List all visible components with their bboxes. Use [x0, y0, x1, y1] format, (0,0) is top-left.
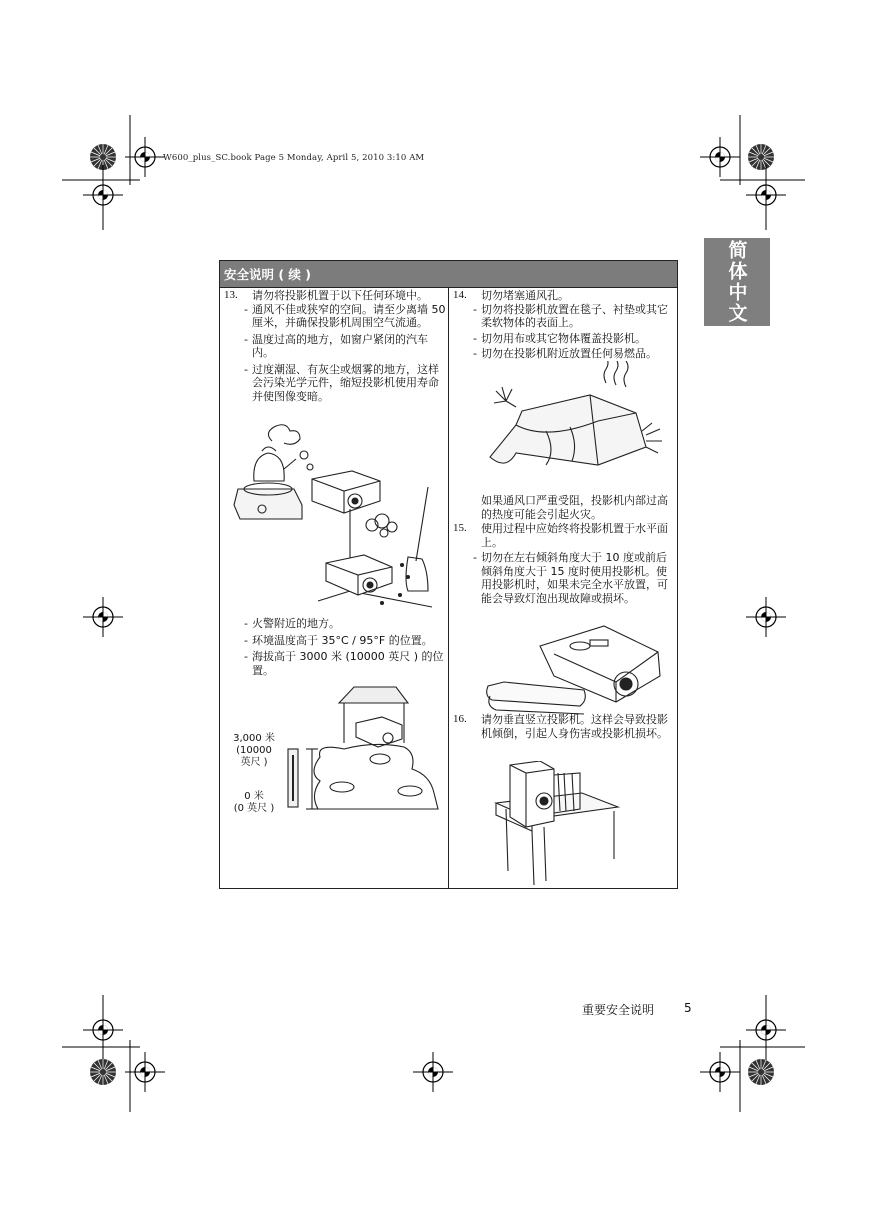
- list-item-text: 切勿将投影机放置在毯子、衬垫或其它柔软物体的表面上。: [481, 302, 668, 329]
- language-tab: [704, 238, 770, 326]
- item-14-note: [451, 494, 675, 521]
- item-14: [451, 289, 675, 303]
- list-item-text: 环境温度高于 35°C / 95°F 的位置。: [252, 633, 433, 647]
- item-text: 请勿垂直竖立投影机。这样会导致投影机倾倒，引起人身伤害或投影机损坏。: [481, 713, 668, 740]
- list-item-text: 海拔高于 3000 米 (10000 英尺 ) 的位置。: [252, 650, 444, 677]
- right-column-lower: [451, 713, 675, 740]
- caption-line: 英尺 ): [240, 757, 268, 768]
- item-16: [451, 713, 675, 740]
- safety-table: [219, 260, 678, 889]
- altitude-illustration: [284, 683, 444, 818]
- list-item-text: 通风不佳或狭窄的空间。请至少离墙 50 厘米，并确保投影机周围空气流通。: [252, 302, 446, 329]
- item-text: 使用过程中应始终将投影机置于水平面上。: [481, 522, 668, 549]
- heat-smoke-illustration: [232, 421, 437, 611]
- right-column: [451, 289, 675, 361]
- upright-projector-illustration: [492, 761, 622, 886]
- list-item: - 切勿将投影机放置在毯子、衬垫或其它柔软物体的表面上。: [473, 302, 668, 329]
- item-number: 16.: [453, 713, 467, 725]
- caption-line: 3,000 米: [233, 733, 275, 744]
- list-item: - 切勿在左右倾斜角度大于 10 度或前后倾斜角度大于 15 度时使用投影机。使用投影机时，如果未完全水平放置，可能会导致灯泡出现故障或损坏。: [473, 551, 668, 605]
- altitude-bottom-label: [226, 791, 282, 815]
- table-title: 安全说明 ( 续 ): [220, 261, 677, 288]
- covered-projector-illustration: [486, 361, 676, 486]
- page-number: 5: [684, 1001, 692, 1015]
- list-item: - 火警附近的地方。: [244, 617, 340, 630]
- list-item: - 通风不佳或狭窄的空间。请至少离墙 50 厘米，并确保投影机周围空气流通。: [244, 302, 446, 329]
- list-item-text: 切勿在投影机附近放置任何易燃品。: [481, 347, 657, 360]
- altitude-top-label: [226, 733, 282, 769]
- item-text: 切勿堵塞通风孔。: [481, 289, 569, 302]
- note-text: 如果通风口严重受阻，投影机内部过高的热度可能会引起火灾。: [481, 494, 668, 521]
- language-tab-label: 简体中文: [725, 240, 748, 324]
- list-item-text: 火警附近的地方。: [252, 617, 340, 630]
- item-15: [451, 522, 675, 549]
- tilted-projector-illustration: [484, 616, 674, 716]
- item-number: 15.: [453, 522, 467, 534]
- list-item: - 温度过高的地方，如窗户紧闭的汽车内。: [244, 332, 428, 359]
- caption-line: 0 米: [244, 791, 264, 802]
- item-number: 13.: [224, 289, 238, 301]
- list-item: - 切勿用布或其它物体覆盖投影机。: [473, 331, 646, 345]
- list-item: - 环境温度高于 35°C / 95°F 的位置。: [244, 633, 433, 647]
- footer-section-title: 重要安全说明: [582, 1003, 655, 1017]
- item-13: [222, 289, 446, 303]
- caption-line: (0 英尺 ): [233, 803, 275, 814]
- column-divider: [448, 287, 449, 888]
- caption-line: (10000: [236, 745, 272, 756]
- list-item-text: 切勿在左右倾斜角度大于 10 度或前后倾斜角度大于 15 度时使用投影机。使用投影机时，如果未完全水平放置，可能会导致灯泡出现故障或损坏。: [481, 551, 668, 605]
- left-column: [222, 289, 446, 403]
- list-item: - 切勿在投影机附近放置任何易燃品。: [473, 347, 657, 360]
- item-number: 14.: [453, 289, 467, 301]
- print-header: W600_plus_SC.book Page 5 Monday, April 5, 2010 3:10 AM: [163, 153, 425, 163]
- item-text: 请勿将投影机置于以下任何环境中。: [252, 289, 428, 302]
- list-item: - 海拔高于 3000 米 (10000 英尺 ) 的位置。: [244, 650, 444, 677]
- list-item-text: 切勿用布或其它物体覆盖投影机。: [481, 331, 646, 345]
- right-column-mid: [451, 494, 675, 605]
- list-item: - 过度潮湿、有灰尘或烟雾的地方，这样会污染光学元件，缩短投影机使用寿命并使图像变暗。: [244, 362, 439, 403]
- list-item-text: 温度过高的地方，如窗户紧闭的汽车内。: [252, 332, 428, 359]
- list-item-text: 过度潮湿、有灰尘或烟雾的地方，这样会污染光学元件，缩短投影机使用寿命并使图像变暗。: [252, 362, 439, 403]
- left-column-lower: [222, 617, 446, 677]
